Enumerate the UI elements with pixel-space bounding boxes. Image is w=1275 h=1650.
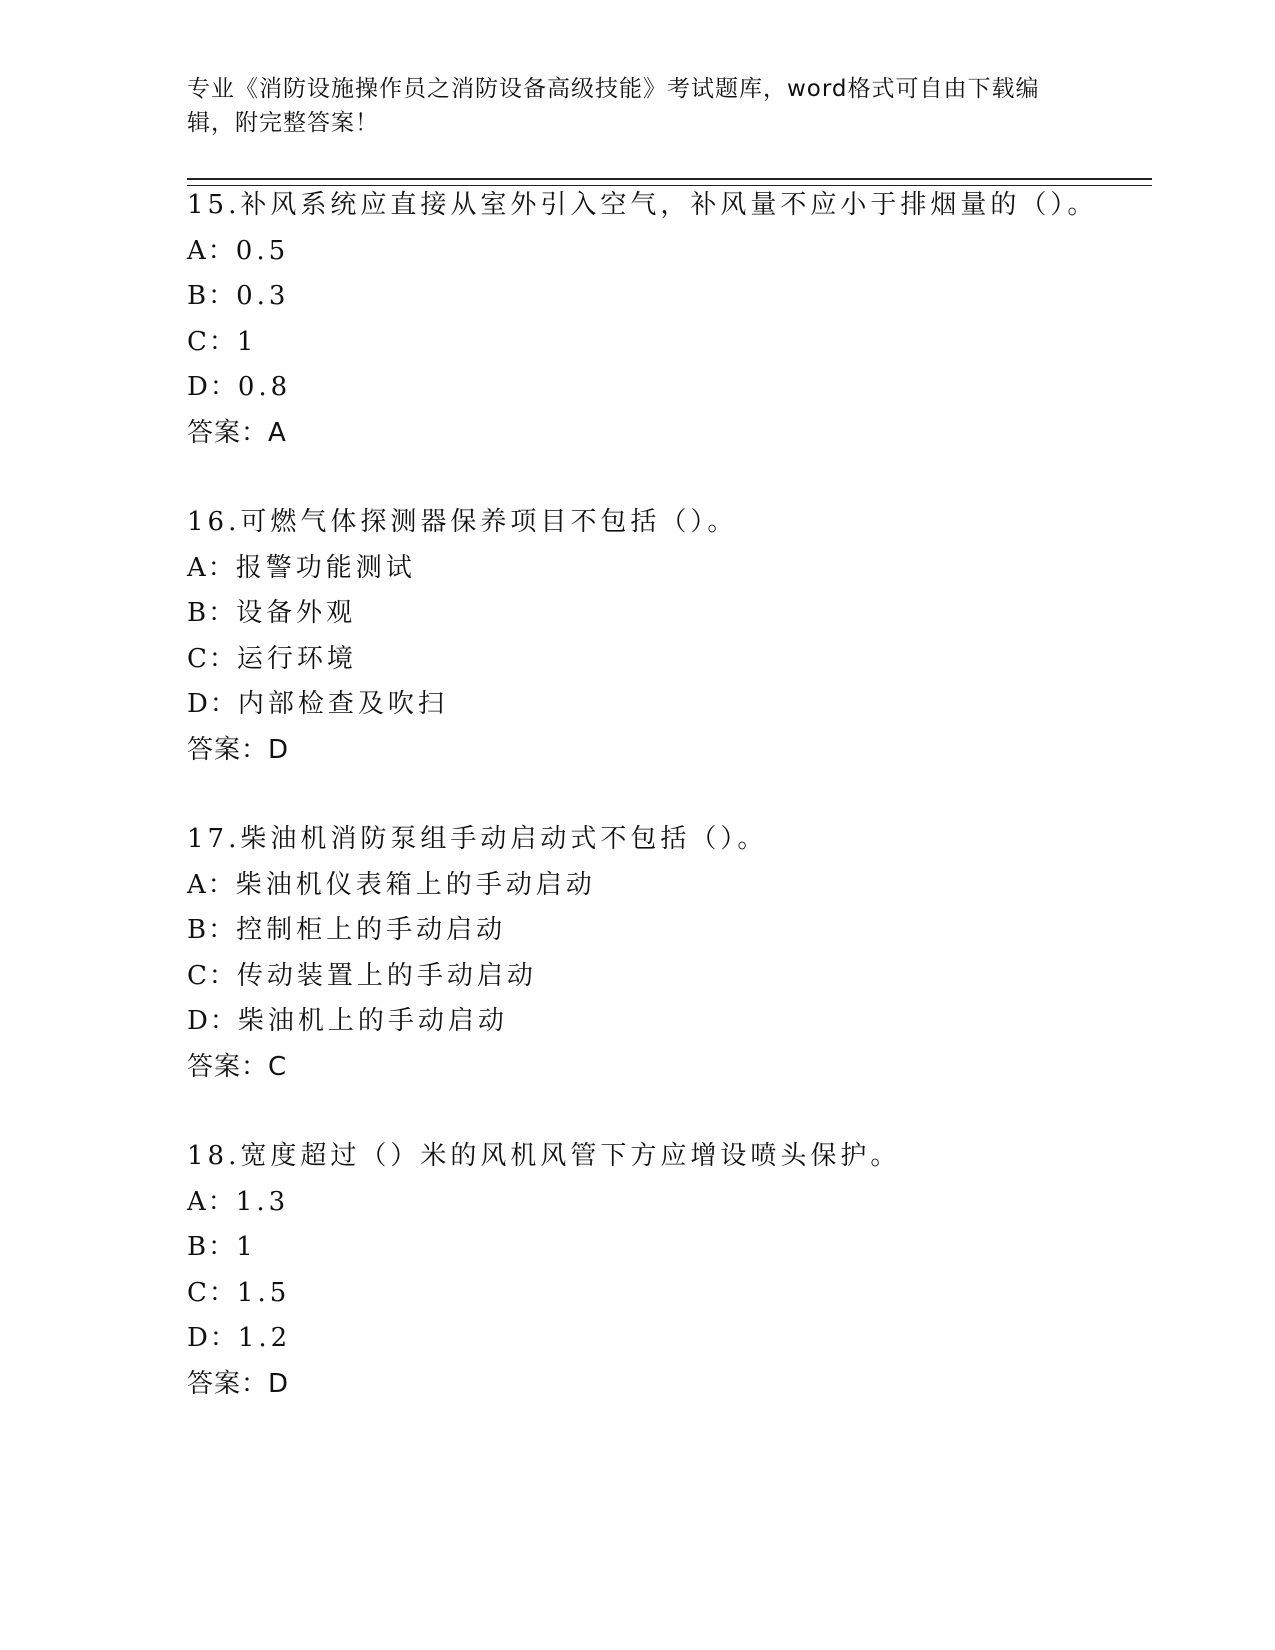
option-letter: B： <box>187 598 237 628</box>
option-letter: C： <box>187 643 237 674</box>
answer: 答案：D <box>187 734 290 765</box>
option-letter: A： <box>187 552 236 583</box>
option-value: 柴油机仪表箱上的手动启动 <box>235 869 596 900</box>
option-c <box>187 644 1147 690</box>
option-value: 0.8 <box>237 372 292 402</box>
option-value: 控制柜上的手动启动 <box>236 915 507 945</box>
header-line-2: 辑，附完整答案！ <box>187 110 379 136</box>
option-value: 1.2 <box>237 1323 292 1353</box>
option-letter: B： <box>187 915 237 945</box>
option-b <box>187 915 1147 961</box>
option-c <box>187 327 1147 373</box>
option-value: 1.3 <box>235 1186 290 1217</box>
option-value: 内部检查及吹扫 <box>237 689 448 719</box>
option-c <box>187 961 1147 1007</box>
question-text: 17.柴油机消防泵组手动启动式不包括（）。 <box>187 824 768 854</box>
question-18 <box>187 1141 1147 1414</box>
option-value: 0.5 <box>235 235 290 266</box>
option-letter: D： <box>187 1323 238 1353</box>
answer: 答案：C <box>187 1051 288 1082</box>
document-header <box>187 72 1067 140</box>
option-value: 运行环境 <box>236 643 357 674</box>
header-divider <box>187 178 1152 186</box>
question-17 <box>187 824 1147 1097</box>
option-letter: C： <box>187 1277 237 1308</box>
option-value: 报警功能测试 <box>235 552 416 583</box>
option-letter: A： <box>187 1186 236 1217</box>
option-d <box>187 372 1147 418</box>
option-a <box>187 553 1147 599</box>
option-letter: C： <box>187 326 237 357</box>
option-b <box>187 1232 1147 1278</box>
option-value: 传动装置上的手动启动 <box>236 960 537 991</box>
option-value: 设备外观 <box>236 598 357 628</box>
option-a <box>187 870 1147 916</box>
question-15 <box>187 190 1147 463</box>
question-text: 18.宽度超过（）米的风机风管下方应增设喷头保护。 <box>187 1141 901 1171</box>
option-d <box>187 1323 1147 1369</box>
option-value: 0.3 <box>236 281 290 311</box>
option-value: 1 <box>236 1232 257 1262</box>
option-letter: A： <box>187 235 236 266</box>
option-b <box>187 281 1147 327</box>
option-a <box>187 236 1147 282</box>
question-16 <box>187 507 1147 780</box>
question-text: 16.可燃气体探测器保养项目不包括（）。 <box>187 507 738 537</box>
option-letter: D： <box>187 689 238 719</box>
option-c <box>187 1278 1147 1324</box>
option-letter: D： <box>187 1006 238 1036</box>
header-line-1: 专业《消防设施操作员之消防设备高级技能》考试题库，word格式可自由下载编 <box>187 76 1040 102</box>
option-d <box>187 689 1147 735</box>
option-value: 1.5 <box>236 1277 291 1308</box>
option-letter: A： <box>187 869 236 900</box>
option-letter: B： <box>187 281 237 311</box>
question-text: 15.补风系统应直接从室外引入空气，补风量不应小于排烟量的（）。 <box>187 190 1098 220</box>
option-letter: C： <box>187 960 237 991</box>
option-letter: D： <box>187 372 238 402</box>
answer: 答案：D <box>187 1368 290 1399</box>
option-letter: B： <box>187 1232 237 1262</box>
answer: 答案：A <box>187 417 287 448</box>
option-b <box>187 598 1147 644</box>
option-a <box>187 1187 1147 1233</box>
option-value: 1 <box>236 326 258 357</box>
option-d <box>187 1006 1147 1052</box>
option-value: 柴油机上的手动启动 <box>237 1006 508 1036</box>
